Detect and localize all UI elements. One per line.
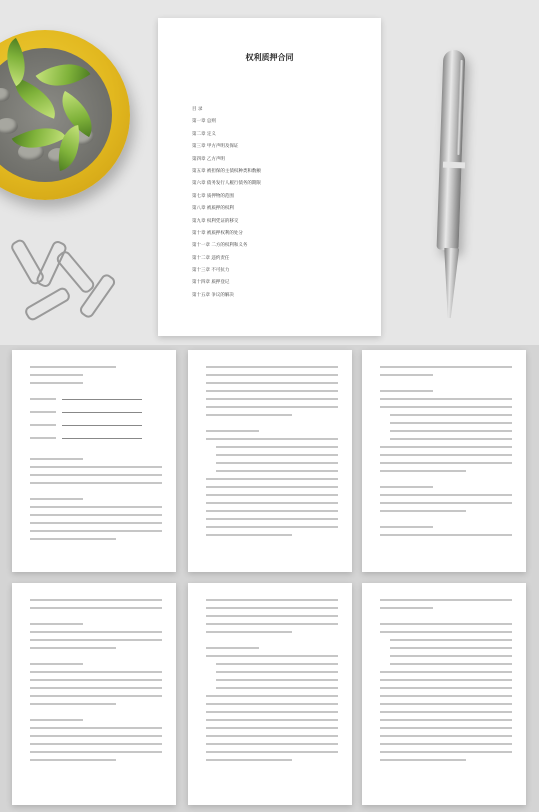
toc-item: 第四章 乙方声明 [192,156,225,162]
toc-item: 第七章 质押物的范围 [192,193,234,199]
toc-item: 第三章 甲方声明及保证 [192,144,239,150]
contract-page-2 [188,350,352,572]
cover-page [158,18,381,336]
toc-item: 第二章 定义 [192,131,216,137]
pen-tip [442,248,459,318]
contract-page-3 [362,350,526,572]
toc-item: 第十章 被质押权利的处分 [192,230,243,236]
toc-item: 第十四章 质押登记 [192,280,230,286]
document-title: 权利质押合同 [245,53,294,62]
toc-item: 第五章 被担保的主债权种类和数额 [192,168,261,174]
contract-page-5 [188,583,352,805]
toc-item: 第一章 总则 [192,119,216,125]
contract-page-4 [12,583,176,805]
toc-item: 第十五章 争议的解决 [192,292,234,298]
paper-clip [23,286,72,323]
toc-item: 目 录 [192,107,203,112]
toc-item: 第十一章 二方的权利和义务 [192,243,248,249]
toc-item: 第八章 被质押的权利 [192,206,234,212]
toc-item: 第九章 权利凭证的移交 [192,218,239,224]
pen-band [443,162,465,169]
toc-item: 第六章 债务发行人履行债务的期限 [192,181,261,187]
table-of-contents [192,104,261,302]
toc-item: 第十三章 不可抗力 [192,268,230,274]
contract-page-1 [12,350,176,572]
contract-page-6 [362,583,526,805]
toc-item: 第十二章 违约责任 [192,255,230,261]
